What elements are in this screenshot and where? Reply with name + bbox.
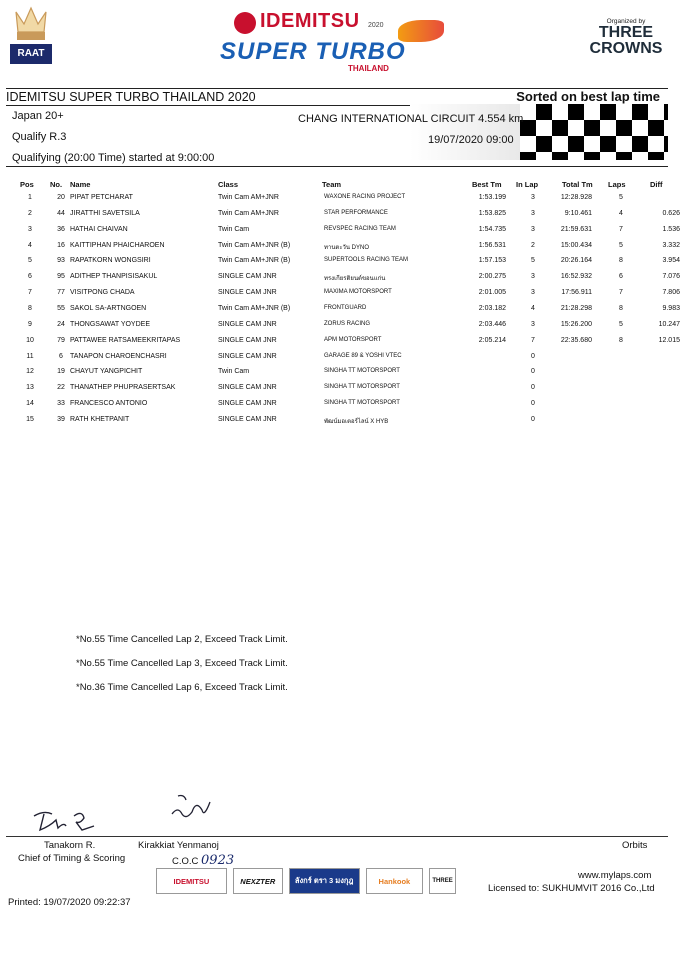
session-description: Qualifying (20:00 Time) started at 9:00:00 [12,152,215,164]
cell-total: 12:28.928 [560,194,592,201]
cell-inlap: 0 [531,384,535,392]
cell-laps: 5 [619,241,623,249]
cell-pos: 14 [26,400,34,408]
cell-inlap: 0 [531,400,535,408]
cell-diff: 3.954 [662,257,680,265]
checkered-flag-icon [520,104,668,160]
header-total-time: Total Tm [562,180,593,189]
header-name: Name [70,180,91,189]
cell-name: KAITTIPHAN PHAICHAROEN [70,241,165,249]
table-row [0,226,697,242]
table-row [0,321,697,337]
cell-pos: 9 [28,320,32,328]
sponsor-nexzter-logo: NEXZTER [233,868,283,894]
cell-pos: 1 [28,194,32,201]
table-row [0,194,697,210]
cell-team: STAR PERFORMANCE [324,209,388,216]
cell-total: 17:56.911 [561,289,592,297]
logo-series: SUPER TURBO [220,38,406,65]
cell-class: SINGLE CAM JNR [218,415,277,423]
table-row [0,368,697,384]
sponsor-hankook-logo: Hankook [366,868,424,894]
cell-name: HATHAI CHAIVAN [70,225,128,233]
cell-no: 33 [57,400,65,408]
header-no: No. [50,180,63,189]
cell-best: 2:05.214 [478,336,506,344]
rsat-logo [8,6,54,68]
cell-total: 21:59.631 [560,225,592,233]
cell-inlap: 3 [531,194,535,201]
cell-total: 15:00.434 [560,241,592,249]
logo-country: THAILAND [348,64,389,73]
header-best-time: Best Tm [472,180,502,189]
sponsor-crown-logo: THREE [429,868,456,894]
cell-best: 2:03.182 [478,304,506,312]
header-pos: Pos [20,180,34,189]
cell-laps: 5 [619,320,623,328]
cell-no: 20 [57,194,65,201]
cell-pos: 4 [28,241,32,249]
table-row [0,210,697,226]
cell-laps: 8 [619,304,623,312]
cell-laps: 4 [619,209,623,217]
signer2-name: Kirakkiat Yenmanoj [138,840,219,851]
cell-inlap: 0 [531,352,535,360]
coc-label: C.O.C [172,856,199,867]
signer1-name: Tanakorn R. [44,840,96,851]
cell-team: ทานตะวัน DYNO [324,244,370,251]
cell-name: JIRATTHI SAVETSILA [70,209,140,217]
cell-team: GARAGE 89 & YOSHI VTEC [324,352,402,359]
table-row [0,353,697,369]
cell-pos: 5 [28,257,32,265]
penalty-note: *No.55 Time Cancelled Lap 2, Exceed Track Limit. [76,634,288,645]
cell-class: SINGLE CAM JNR [218,273,277,281]
cell-class: Twin Cam AM+JNR (B) [218,304,291,312]
cell-class: SINGLE CAM JNR [218,384,277,392]
cell-team: SINGHA TT MOTORSPORT [324,400,400,407]
cell-team: SINGHA TT MOTORSPORT [324,368,400,375]
cell-best: 2:03.446 [478,320,506,328]
cell-no: 16 [57,241,65,249]
cell-laps: 6 [619,273,623,281]
orbits-label: Orbits [622,840,648,851]
table-row [0,273,697,289]
session-datetime: 19/07/2020 09:00 [428,134,514,146]
cell-diff: 3.332 [662,241,680,249]
cell-pos: 6 [28,273,32,281]
cell-team: SINGHA TT MOTORSPORT [324,384,400,391]
cell-class: SINGLE CAM JNR [218,289,277,297]
logo-year: 2020 [368,22,384,29]
table-row [0,257,697,273]
cell-laps: 5 [619,194,623,201]
cell-total: 21:28.298 [560,304,592,312]
footer-divider [6,836,668,837]
cell-class: Twin Cam [218,368,250,376]
cell-inlap: 0 [531,415,535,423]
header-diff: Diff [650,180,663,189]
coc-number: 0923 [201,853,235,868]
cell-inlap: 2 [531,241,535,249]
cell-diff: 7.806 [662,289,680,297]
cell-best: 2:01.005 [478,289,506,297]
cell-no: 22 [57,384,65,392]
cell-class: SINGLE CAM JNR [218,336,277,344]
cell-no: 79 [57,336,65,344]
cell-team: FRONTGUARD [324,304,367,311]
cell-diff: 1.536 [662,225,680,233]
cell-total: 22:35.680 [560,336,592,344]
cell-total: 9:10.461 [564,209,592,217]
cell-no: 36 [57,225,65,233]
cell-pos: 11 [26,352,34,360]
penalty-note: *No.36 Time Cancelled Lap 6, Exceed Track Limit. [76,682,288,693]
sponsor-three-crowns-beer-logo: ลังกร์ ตรา 3 มงกุฎ [289,868,360,894]
sorted-label: Sorted on best lap time [516,89,660,104]
cell-name: THONGSAWAT YOYDEE [70,320,150,328]
cell-name: VISITPONG CHADA [70,289,135,297]
cell-team: REVSPEC RACING TEAM [324,225,396,232]
cell-best: 1:56.531 [478,241,506,249]
table-row [0,416,697,432]
cell-laps: 7 [619,225,623,233]
cell-pos: 10 [26,336,34,344]
cell-inlap: 5 [531,257,535,265]
cell-inlap: 0 [531,368,535,376]
cell-name: THANATHEP PHUPRASERTSAK [70,384,176,392]
cell-inlap: 3 [531,289,535,297]
cell-no: 44 [57,209,65,217]
cell-name: RAPATKORN WONGSIRI [70,257,151,265]
cell-diff: 12.015 [658,336,680,344]
cell-diff: 7.076 [662,273,680,281]
cell-total: 20:26.164 [560,257,592,265]
cell-no: 93 [57,257,65,265]
cell-laps: 8 [619,257,623,265]
organizer-logo [586,18,666,57]
cell-total: 15:26.200 [560,320,592,328]
circuit-name: CHANG INTERNATIONAL CIRCUIT 4.554 km [298,113,524,125]
cell-no: 55 [57,304,65,312]
cell-class: SINGLE CAM JNR [218,320,277,328]
sponsor-idemitsu-logo: IDEMITSU [156,868,227,894]
cell-best: 1:53.825 [478,209,506,217]
signature-kirakkiat [168,792,214,824]
table-row [0,337,697,353]
cell-diff: 10.247 [658,320,680,328]
printed-timestamp: Printed: 19/07/2020 09:22:37 [8,897,131,908]
cell-no: 6 [59,352,63,360]
signer1-role: Chief of Timing & Scoring [18,853,126,864]
sponsor-strip [156,868,456,894]
cell-team: MAXIMA MOTORSPORT [324,289,392,296]
header-team: Team [322,180,342,189]
cell-inlap: 3 [531,320,535,328]
cell-team: ทรงเกียรติยนต์ขอนแก่น [324,276,386,283]
cell-pos: 15 [26,415,34,423]
cell-pos: 13 [26,384,34,392]
organizer-name-line2: CROWNS [589,40,663,57]
cell-inlap: 7 [531,336,535,344]
cell-laps: 8 [619,336,623,344]
signature-tanakorn [30,806,100,834]
table-row [0,289,697,305]
cell-name: PATTAWEE RATSAMEEKRITAPAS [70,336,181,344]
cell-pos: 8 [28,304,32,312]
cell-best: 1:53.199 [478,194,506,201]
cell-inlap: 3 [531,209,535,217]
header-in-lap: In Lap [516,180,539,189]
cell-diff: 0.626 [662,209,680,217]
cell-team: SUPERTOOLS RACING TEAM [324,257,409,264]
cell-team: ZORUS RACING [324,320,371,327]
race-name: Qualify R.3 [12,131,67,143]
header-laps: Laps [608,180,626,189]
cell-class: Twin Cam AM+JNR [218,194,279,201]
signer2-coc [172,853,234,868]
cell-pos: 12 [26,368,34,376]
cell-best: 2:00.275 [478,273,506,281]
website-link: www.mylaps.com [578,870,652,881]
penalty-note: *No.55 Time Cancelled Lap 3, Exceed Track Limit. [76,658,288,669]
cell-inlap: 4 [531,304,535,312]
logo-brand: IDEMITSU [260,10,360,32]
cell-inlap: 3 [531,225,535,233]
cell-team: WAXONE RACING PROJECT [324,194,406,200]
cell-name: TANAPON CHAROENCHASRI [70,352,167,360]
cell-name: FRANCESCO ANTONIO [70,400,148,408]
cell-name: CHAYUT YANGPICHIT [70,368,143,376]
organizer-name-line1: THREE [598,24,654,41]
cell-no: 24 [57,320,65,328]
cell-name: PIPAT PETCHARAT [70,194,133,201]
header-class: Class [218,180,239,189]
event-title: IDEMITSU SUPER TURBO THAILAND 2020 [6,90,256,104]
cell-class: Twin Cam AM+JNR (B) [218,257,291,265]
cell-no: 95 [57,273,65,281]
cell-best: 1:54.735 [478,225,506,233]
class-name: Japan 20+ [12,110,64,122]
cell-pos: 3 [28,225,32,233]
cell-team: APM MOTORSPORT [324,336,382,343]
cell-pos: 2 [28,209,32,217]
cell-name: SAKOL SA-ARTNGOEN [70,304,147,312]
cell-pos: 7 [28,289,32,297]
table-row [0,305,697,321]
cell-laps: 7 [619,289,623,297]
cell-inlap: 3 [531,273,535,281]
cell-no: 19 [57,368,65,376]
cell-no: 77 [57,289,65,297]
cell-team: พัฒน์มอเตอร์ไลน์ X HYB [324,418,389,425]
table-row [0,384,697,400]
organizer-label: Organized by [606,18,646,25]
cell-diff: 9.983 [662,304,680,312]
divider [6,166,668,167]
cell-class: Twin Cam [218,225,250,233]
cell-name: RATH KHETPANIT [70,415,130,423]
cell-class: Twin Cam AM+JNR [218,209,279,217]
cell-no: 39 [57,415,65,423]
cell-total: 16:52.932 [560,273,592,281]
cell-name: ADITHEP THANPISISAKUL [70,273,158,281]
license-text: Licensed to: SUKHUMVIT 2016 Co.,Ltd [488,883,655,894]
table-row [0,400,697,416]
cell-class: SINGLE CAM JNR [218,400,277,408]
cell-class: SINGLE CAM JNR [218,352,277,360]
rsat-logo-text: RAAT [10,44,52,64]
idemitsu-super-turbo-logo [220,8,450,74]
idemitsu-circle-icon [234,12,256,34]
cell-best: 1:57.153 [478,257,506,265]
table-row [0,242,697,258]
cell-class: Twin Cam AM+JNR (B) [218,241,291,249]
